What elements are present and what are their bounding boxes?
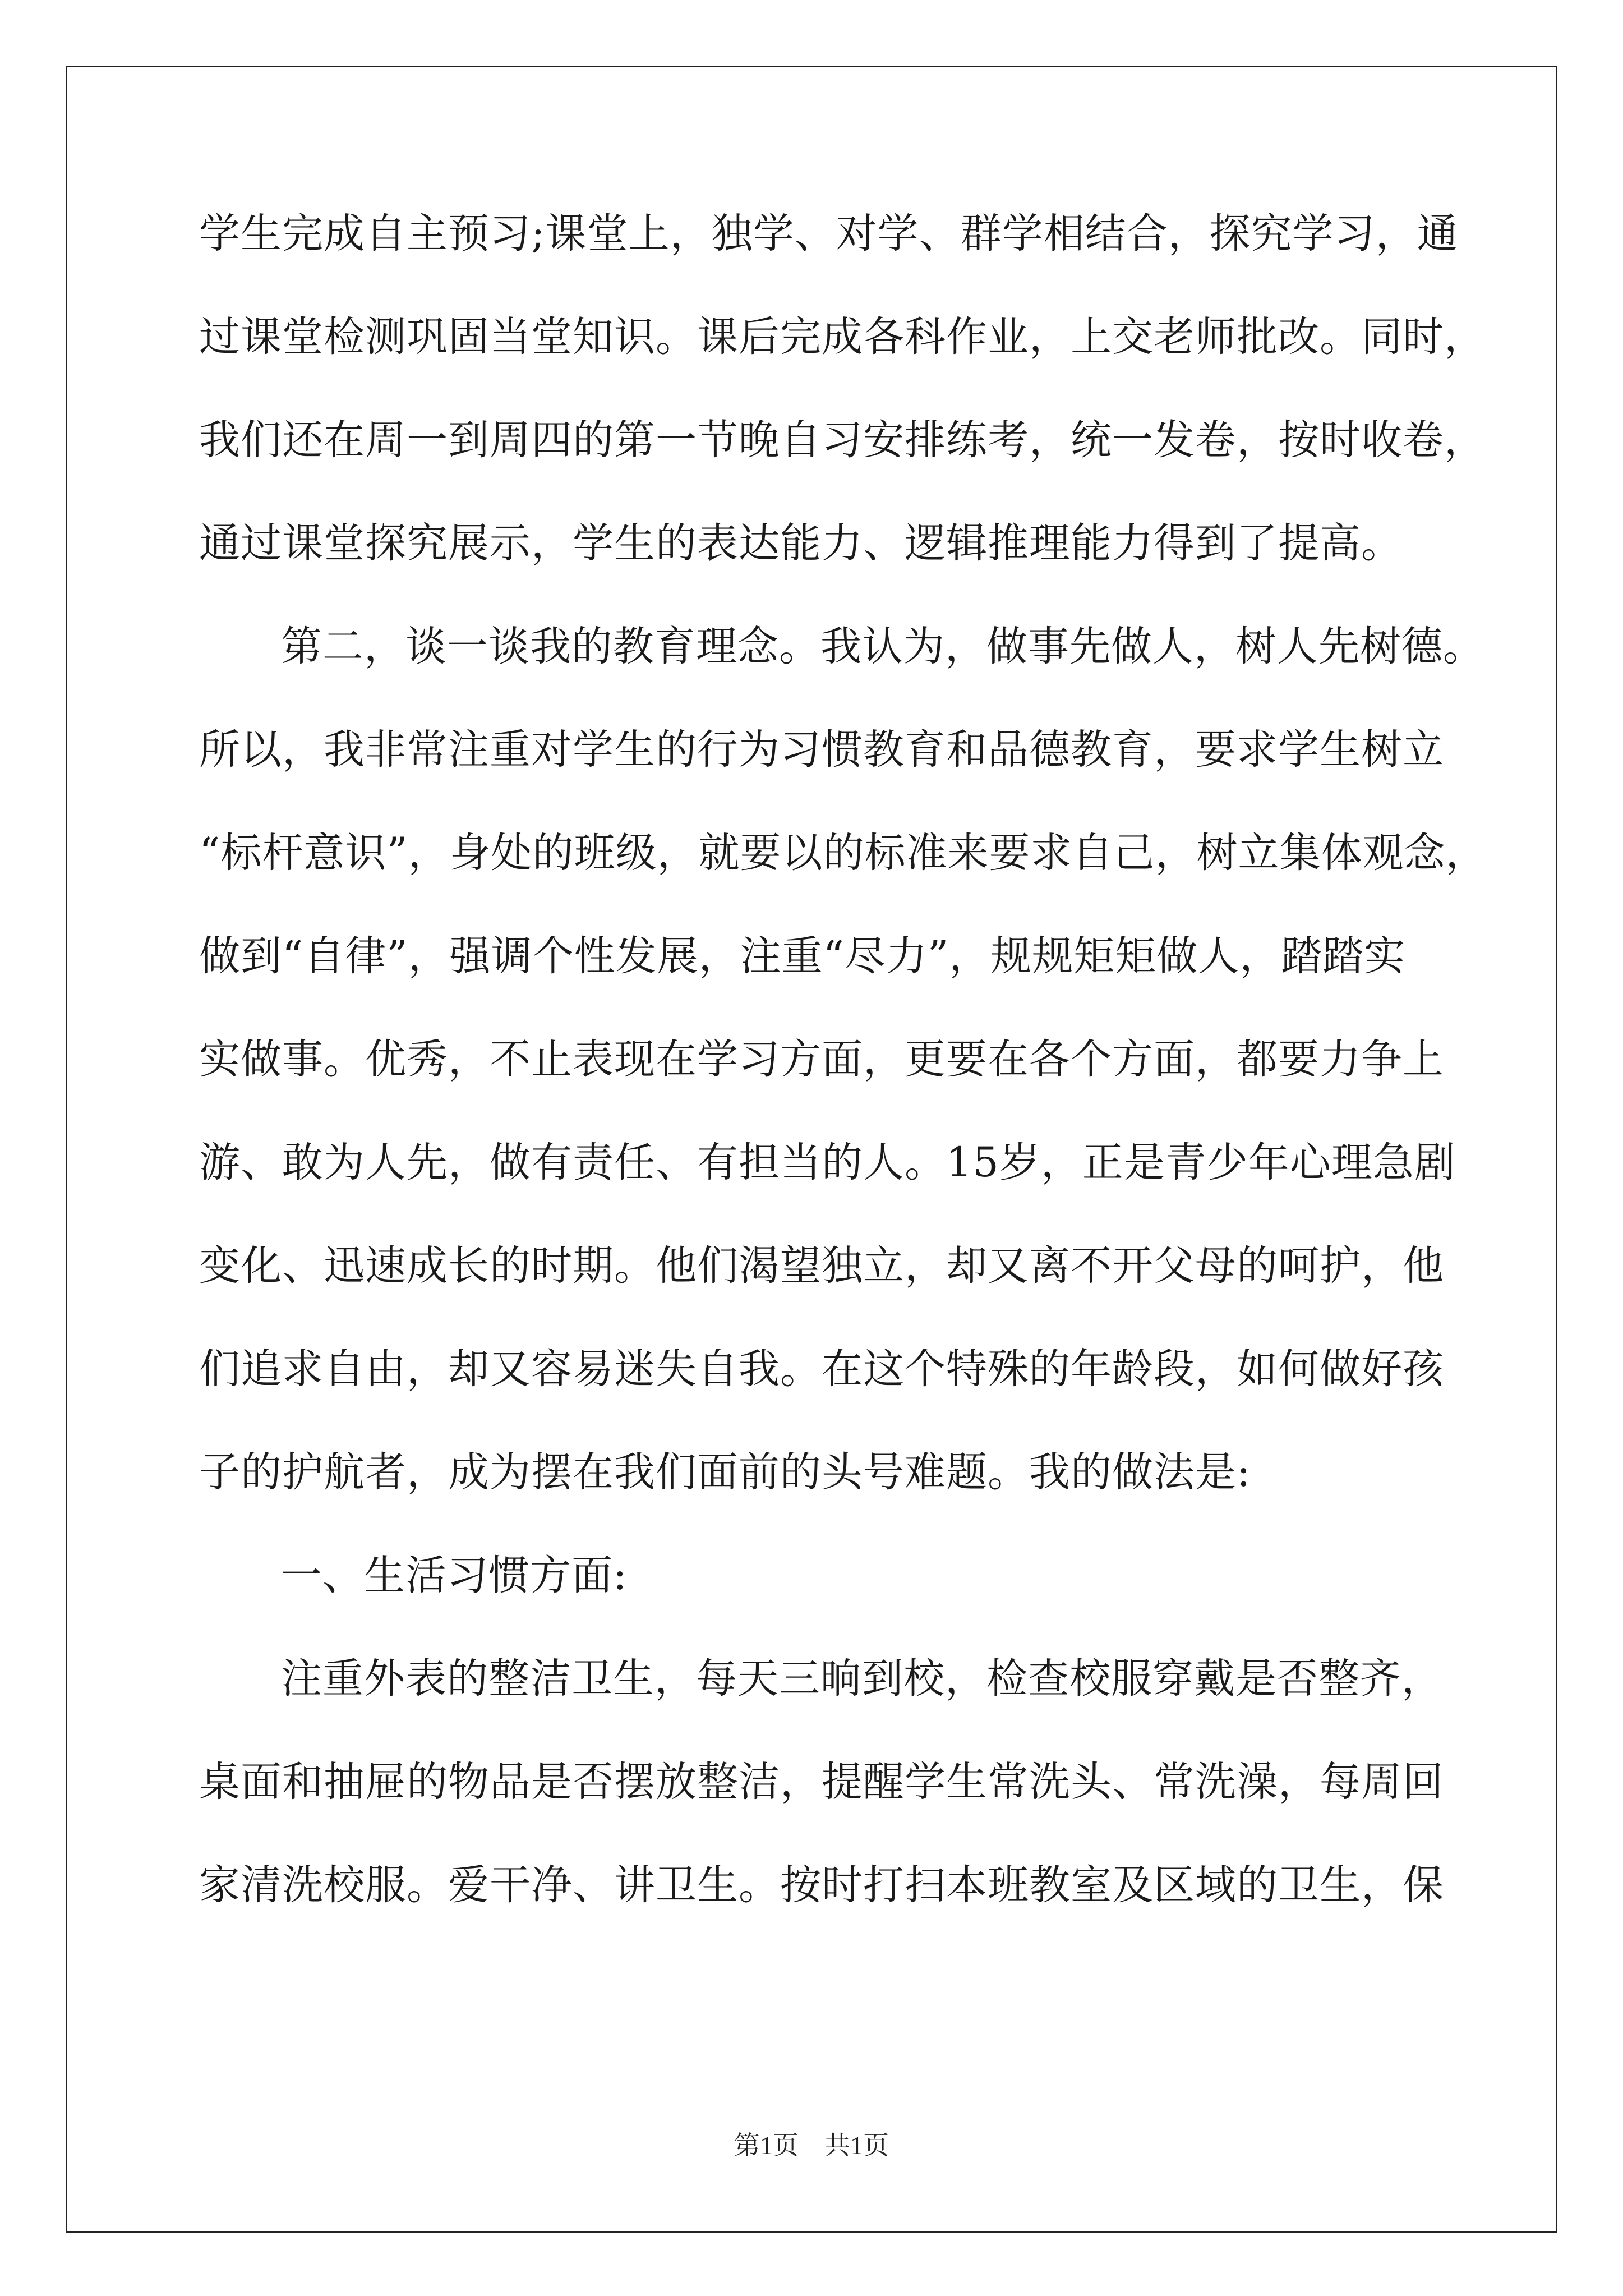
- text-line: 注重外表的整洁卫生，每天三晌到校，检查校服穿戴是否整齐，: [281, 1655, 1443, 1703]
- text-line: 我们还在周一到周四的第一节晚自习安排练考，统一发卷，按时收卷，: [199, 416, 1486, 464]
- text-line: 做到“自律”，强调个性发展，注重“尽力”，规规矩矩做人，踏踏实: [199, 932, 1406, 980]
- text-line: 学生完成自主预习;课堂上，独学、对学、群学相结合，探究学习，通: [199, 210, 1459, 257]
- text-line: 实做事。优秀，不止表现在学习方面，更要在各个方面，都要力争上: [199, 1036, 1444, 1083]
- text-line: “标杆意识”，身处的班级，就要以的标准来要求自己，树立集体观念，: [199, 829, 1487, 877]
- text-line: 桌面和抽屉的物品是否摆放整洁，提醒学生常洗头、常洗澡，每周回: [199, 1758, 1444, 1806]
- text-line: 所以，我非常注重对学生的行为习惯教育和品德教育，要求学生树立: [199, 726, 1444, 774]
- text-line: 家清洗校服。爱干净、讲卫生。按时打扫本班教室及区域的卫生，保: [199, 1861, 1444, 1909]
- page-number-footer: 第1页 共1页: [734, 2131, 889, 2160]
- text-line: 过课堂检测巩固当堂知识。课后完成各科作业，上交老师批改。同时，: [199, 313, 1486, 361]
- text-line: 子的护航者，成为摆在我们面前的头号难题。我的做法是:: [199, 1448, 1251, 1496]
- text-line: 游、敢为人先，做有责任、有担当的人。15岁，正是青少年心理急剧: [199, 1139, 1456, 1186]
- text-line: 通过课堂探究展示，学生的表达能力、逻辑推理能力得到了提高。: [199, 519, 1403, 567]
- text-line: 们追求自由，却又容易迷失自我。在这个特殊的年龄段，如何做好孩: [199, 1345, 1444, 1393]
- text-line: 变化、迅速成长的时期。他们渴望独立，却又离不开父母的呵护，他: [199, 1242, 1444, 1290]
- section-heading: 一、生活习惯方面:: [281, 1552, 628, 1599]
- text-line: 第二，谈一谈我的教育理念。我认为，做事先做人，树人先树德。: [281, 623, 1484, 670]
